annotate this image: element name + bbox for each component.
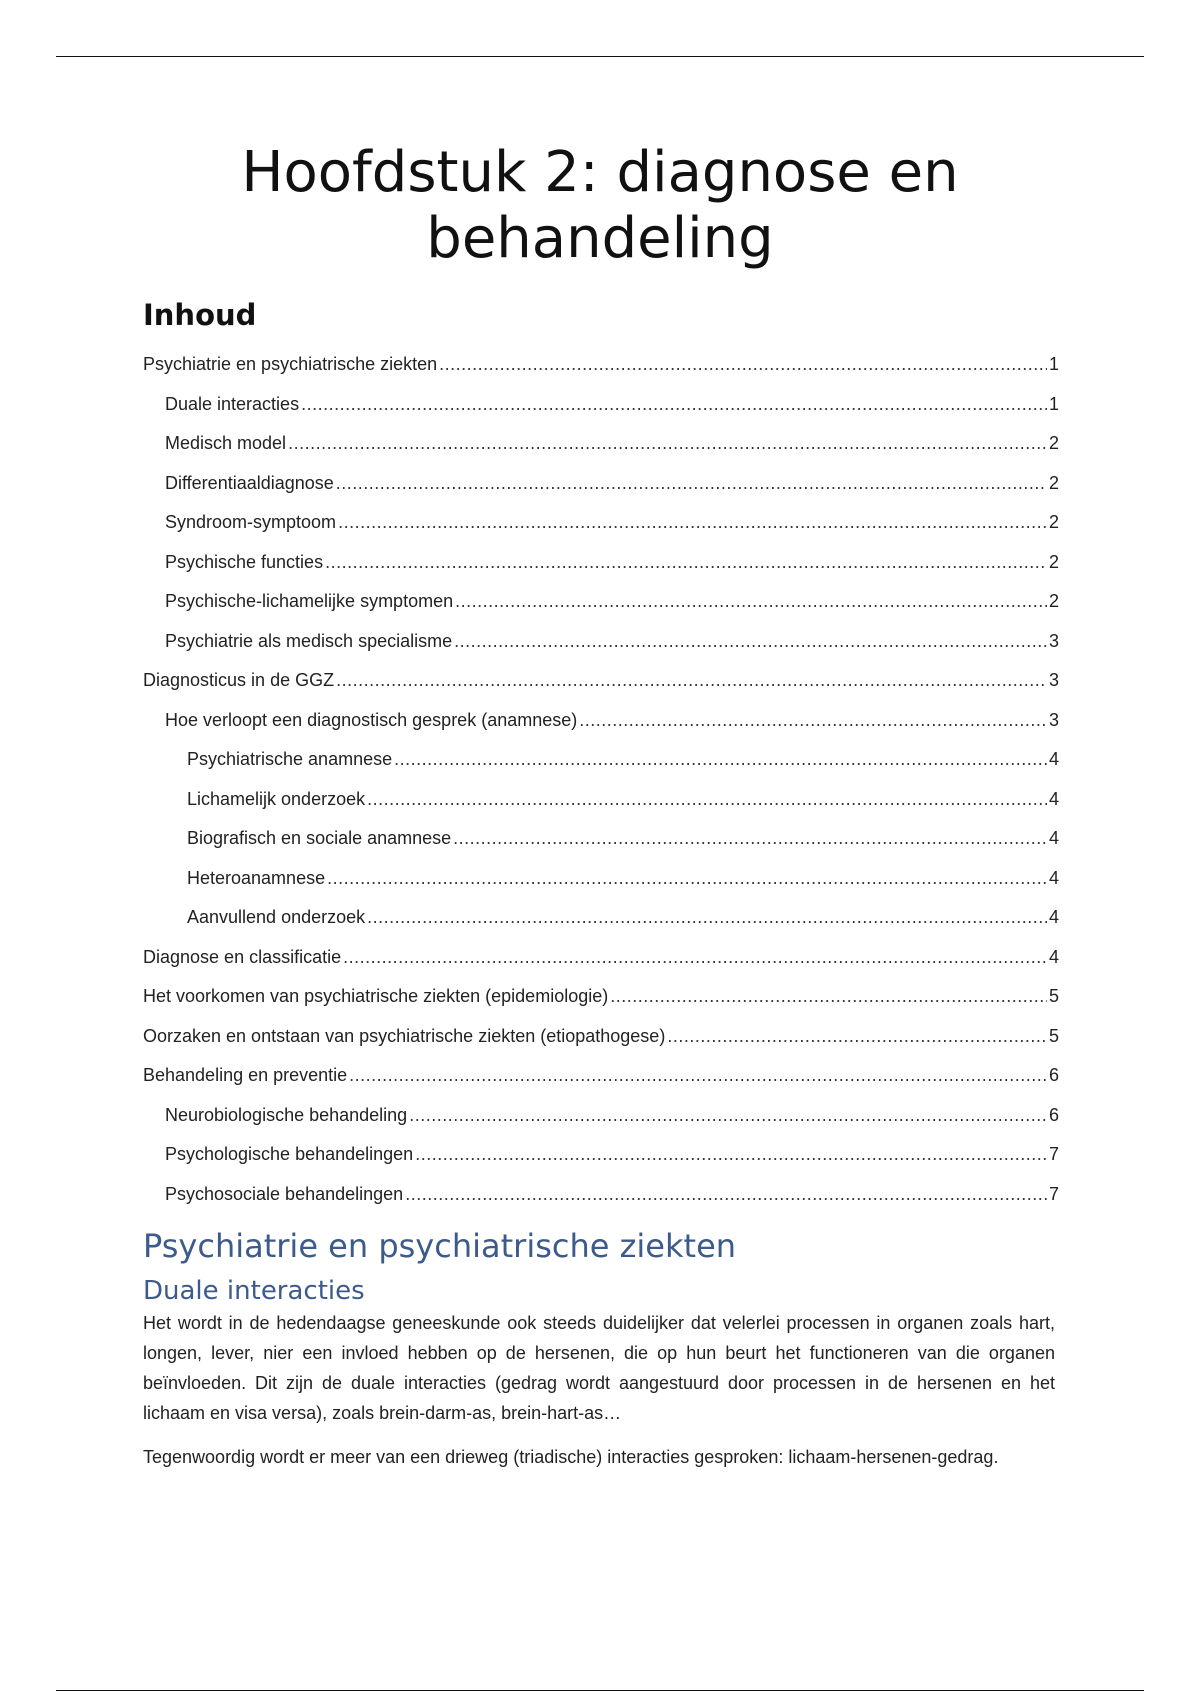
toc-entry-label: Biografisch en sociale anamnese xyxy=(187,828,452,848)
toc-entry-page: 4 xyxy=(1048,907,1059,927)
toc-entry[interactable] xyxy=(143,977,1059,1017)
section-subheading: Duale interacties xyxy=(143,1276,365,1306)
toc-entry-page: 1 xyxy=(1048,354,1059,374)
toc-heading: Inhoud xyxy=(143,298,257,332)
title-line-1: Hoofdstuk 2: diagnose en xyxy=(241,140,959,205)
toc-entry-page: 4 xyxy=(1048,867,1059,888)
toc-entry-label: Psychiatrische anamnese xyxy=(187,749,393,769)
toc-entry-page: 6 xyxy=(1048,1065,1059,1085)
toc-entry-label: Psychische-lichamelijke symptomen xyxy=(165,591,454,611)
table-of-contents xyxy=(143,345,1059,1214)
toc-dot-leader xyxy=(455,582,1047,622)
toc-entry-page: 2 xyxy=(1048,472,1059,493)
toc-entry-label: Medisch model xyxy=(165,433,287,453)
toc-entry-label: Het voorkomen van psychiatrische ziekten (epidemiologie) xyxy=(143,986,609,1006)
toc-entry[interactable] xyxy=(143,701,1059,741)
toc-dot-leader xyxy=(415,1135,1047,1175)
toc-entry-label: Oorzaken en ontstaan van psychiatrische ziekten (etiopathogese) xyxy=(143,1025,666,1046)
toc-dot-leader xyxy=(327,859,1047,899)
footer-rule xyxy=(56,1690,1144,1691)
toc-entry-page: 1 xyxy=(1048,393,1059,414)
toc-entry-label: Psychische functies xyxy=(165,551,324,572)
toc-entry-label: Syndroom-symptoom xyxy=(165,512,337,532)
toc-dot-leader xyxy=(336,464,1047,504)
toc-dot-leader xyxy=(349,1056,1047,1096)
title-line-2: behandeling xyxy=(426,206,774,271)
toc-dot-leader xyxy=(343,938,1047,978)
toc-entry[interactable] xyxy=(143,582,1059,622)
toc-entry[interactable] xyxy=(143,1017,1059,1057)
toc-entry[interactable] xyxy=(143,543,1059,583)
toc-entry[interactable] xyxy=(143,780,1059,820)
toc-entry[interactable] xyxy=(143,1135,1059,1175)
toc-entry[interactable] xyxy=(143,1175,1059,1215)
toc-entry[interactable] xyxy=(143,622,1059,662)
body-paragraph-1: Het wordt in de hedendaagse geneeskunde ook steeds duidelijker dat velerlei processen in organen zoals hart, longen, lever, nier een invloed hebben op de hersenen, die op hun beurt het functioneren van die organen beïnvloeden. Dit zijn de duale interacties (gedrag wordt aangestuurd door processen in de hersenen en het lichaam en visa versa), zoals brein-darm-as, brein-hart-as… xyxy=(143,1313,1055,1423)
toc-entry-label: Lichamelijk onderzoek xyxy=(187,788,366,809)
toc-entry[interactable] xyxy=(143,1056,1059,1096)
toc-dot-leader xyxy=(405,1175,1047,1215)
toc-entry-label: Differentiaaldiagnose xyxy=(165,472,334,493)
toc-entry-label: Neurobiologische behandeling xyxy=(165,1104,408,1125)
toc-dot-leader xyxy=(409,1096,1047,1136)
toc-entry[interactable] xyxy=(143,424,1059,464)
toc-entry-page: 3 xyxy=(1048,670,1059,690)
toc-entry-page: 7 xyxy=(1048,1183,1059,1204)
toc-entry-page: 4 xyxy=(1048,788,1059,809)
toc-entry-label: Duale interacties xyxy=(165,393,300,414)
toc-entry-label: Behandeling en preventie xyxy=(143,1065,348,1085)
toc-entry-page: 2 xyxy=(1048,551,1059,572)
toc-dot-leader xyxy=(453,819,1047,859)
toc-entry-label: Psychiatrie als medisch specialisme xyxy=(165,630,453,651)
toc-entry-label: Aanvullend onderzoek xyxy=(187,907,366,927)
toc-entry-label: Diagnosticus in de GGZ xyxy=(143,670,335,690)
toc-dot-leader xyxy=(667,1017,1047,1057)
toc-entry-page: 2 xyxy=(1048,591,1059,611)
toc-entry[interactable] xyxy=(143,464,1059,504)
toc-entry-page: 5 xyxy=(1048,986,1059,1006)
toc-entry[interactable] xyxy=(143,661,1059,701)
toc-dot-leader xyxy=(454,622,1047,662)
toc-entry-page: 4 xyxy=(1048,749,1059,769)
toc-dot-leader xyxy=(610,977,1047,1017)
header-rule xyxy=(56,56,1144,57)
toc-entry-page: 7 xyxy=(1048,1144,1059,1164)
toc-entry-page: 2 xyxy=(1048,433,1059,453)
toc-dot-leader xyxy=(338,503,1047,543)
toc-entry-label: Diagnose en classificatie xyxy=(143,946,342,967)
toc-dot-leader xyxy=(301,385,1047,425)
toc-entry[interactable] xyxy=(143,898,1059,938)
toc-entry-label: Psychosociale behandelingen xyxy=(165,1183,404,1204)
toc-dot-leader xyxy=(439,345,1047,385)
toc-dot-leader xyxy=(325,543,1047,583)
toc-dot-leader xyxy=(394,740,1047,780)
toc-entry-page: 3 xyxy=(1048,709,1059,730)
toc-entry-label: Hoe verloopt een diagnostisch gesprek (anamnese) xyxy=(165,709,578,730)
toc-entry-page: 5 xyxy=(1048,1025,1059,1046)
toc-entry[interactable] xyxy=(143,859,1059,899)
document-title xyxy=(0,140,1200,272)
body-paragraph-2: Tegenwoordig wordt er meer van een drieweg (triadische) interacties gesproken: lichaam-hersenen-gedrag. xyxy=(143,1447,999,1467)
section-heading: Psychiatrie en psychiatrische ziekten xyxy=(143,1227,737,1265)
toc-entry-label: Heteroanamnese xyxy=(187,867,326,888)
toc-entry-page: 4 xyxy=(1048,828,1059,848)
toc-entry[interactable] xyxy=(143,938,1059,978)
toc-entry-page: 4 xyxy=(1048,946,1059,967)
toc-entry[interactable] xyxy=(143,1096,1059,1136)
toc-entry-label: Psychiatrie en psychiatrische ziekten xyxy=(143,354,438,374)
toc-entry-page: 3 xyxy=(1048,630,1059,651)
toc-dot-leader xyxy=(579,701,1047,741)
toc-entry[interactable] xyxy=(143,385,1059,425)
toc-dot-leader xyxy=(336,661,1047,701)
toc-dot-leader xyxy=(367,780,1047,820)
toc-entry-label: Psychologische behandelingen xyxy=(165,1144,414,1164)
toc-entry[interactable] xyxy=(143,503,1059,543)
toc-entry-page: 2 xyxy=(1048,512,1059,532)
toc-entry[interactable] xyxy=(143,740,1059,780)
toc-dot-leader xyxy=(367,898,1047,938)
toc-dot-leader xyxy=(288,424,1047,464)
toc-entry-page: 6 xyxy=(1048,1104,1059,1125)
toc-entry[interactable] xyxy=(143,345,1059,385)
toc-entry[interactable] xyxy=(143,819,1059,859)
